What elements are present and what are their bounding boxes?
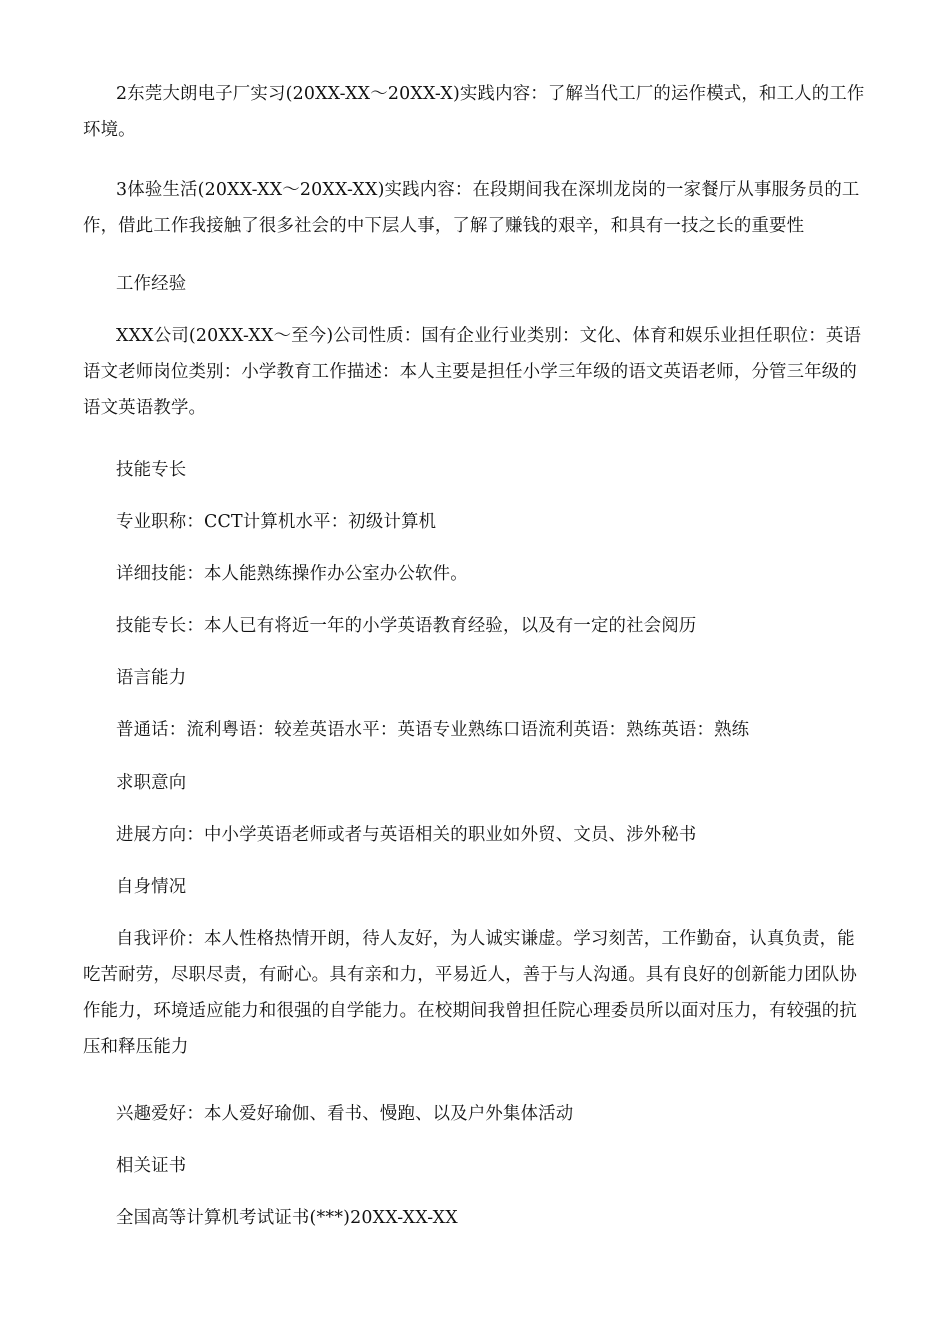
section-heading-job-intention: 求职意向	[116, 773, 187, 793]
paragraph-self-evaluation: 自我评价：本人性格热情开朗，待人友好，为人诚实谦虚。学习刻苦，工作勤奋，认真负责，能吃苦耐劳，尽职尽责，有耐心。具有亲和力，平易近人，善于与人沟通。具有良好的创新能力团队协作能力，环境适应能力和很强的自学能力。在校期间我曾担任院心理委员所以面对压力，有较强的抗压和释压能力	[83, 929, 857, 1057]
section-heading-certificates: 相关证书	[116, 1156, 187, 1176]
section-heading-self-situation: 自身情况	[116, 877, 187, 897]
section-heading-language: 语言能力	[116, 668, 187, 688]
paragraph-hobbies: 兴趣爱好：本人爱好瑜伽、看书、慢跑、以及户外集体活动	[116, 1104, 574, 1124]
paragraph-language-ability: 普通话：流利粤语：较差英语水平：英语专业熟练口语流利英语：熟练英语：熟练	[116, 720, 750, 740]
section-heading-skills: 技能专长	[116, 460, 187, 480]
paragraph-life-experience: 3体验生活(20XX-XX～20XX-XX)实践内容：在段期间我在深圳龙岗的一家餐厅从事服务员的工作，借此工作我接触了很多社会的中下层人事，了解了赚钱的艰辛，和具有一技之长的重要性	[83, 180, 860, 236]
paragraph-certificate: 全国高等计算机考试证书(***)20XX-XX-XX	[116, 1208, 458, 1228]
section-heading-work-experience: 工作经验	[116, 274, 187, 294]
paragraph-internship-dongguan: 2东莞大朗电子厂实习(20XX-XX～20XX-X)实践内容：了解当代工厂的运作模式，和工人的工作环境。	[83, 84, 865, 140]
paragraph-detailed-skills: 详细技能：本人能熟练操作办公室办公软件。	[116, 564, 468, 584]
paragraph-work-company: XXX公司(20XX-XX～至今)公司性质：国有企业行业类别：文化、体育和娱乐业担任职位：英语语文老师岗位类别：小学教育工作描述：本人主要是担任小学三年级的语文英语老师，分管三年级的语文英语教学。	[83, 326, 862, 418]
paragraph-skill-specialty: 技能专长：本人已有将近一年的小学英语教育经验，以及有一定的社会阅历	[116, 616, 697, 636]
paragraph-career-direction: 进展方向：中小学英语老师或者与英语相关的职业如外贸、文员、涉外秘书	[116, 825, 697, 845]
paragraph-professional-title: 专业职称：CCT计算机水平：初级计算机	[116, 512, 437, 532]
